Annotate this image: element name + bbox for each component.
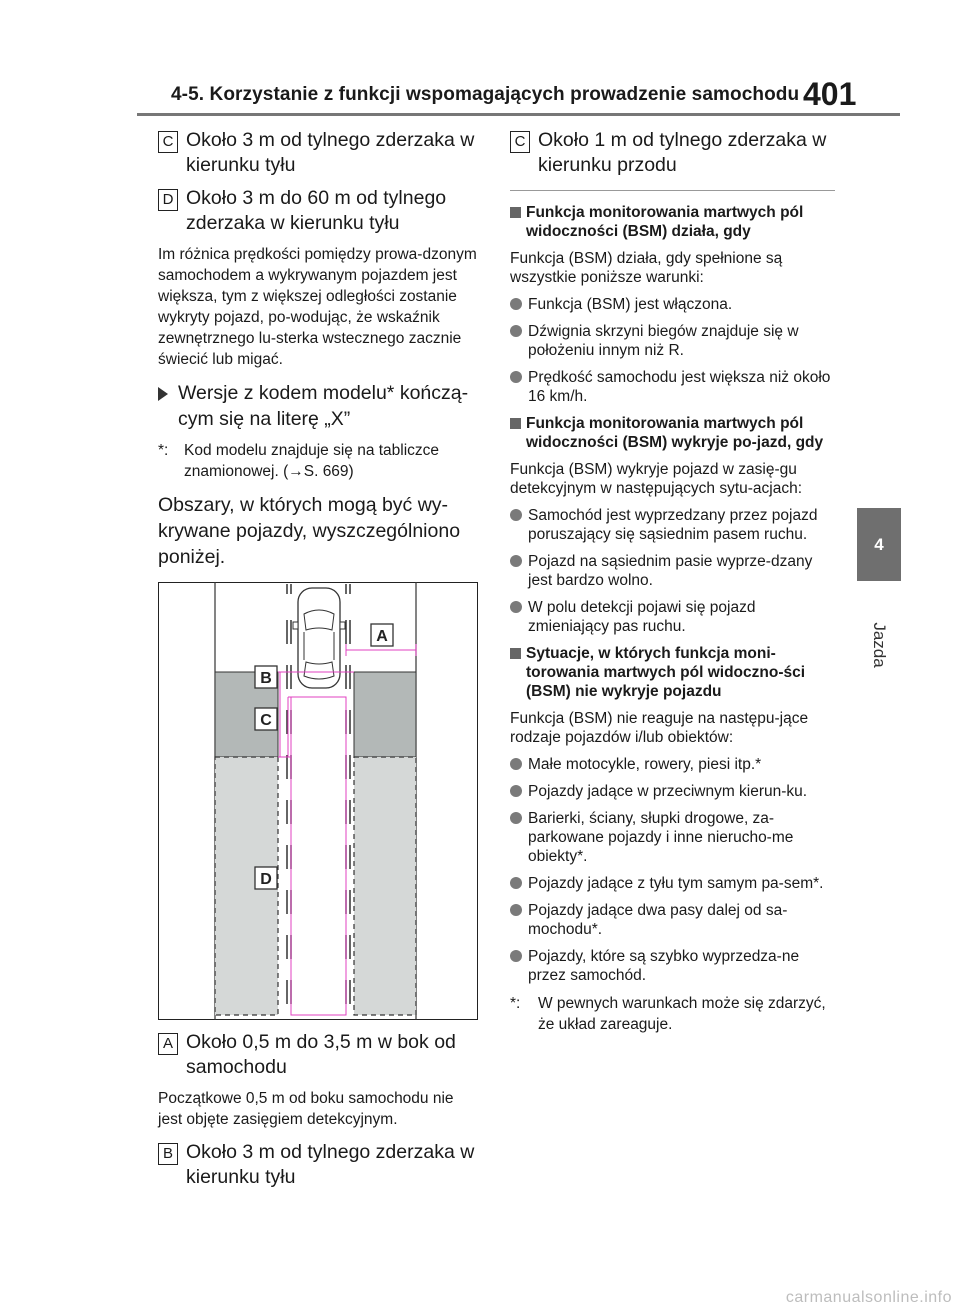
bullet-dot-icon	[510, 298, 522, 310]
bullet-text: Samochód jest wyprzedzany przez pojazd poruszający się sąsiednim pasem ruchu.	[528, 507, 818, 543]
bullet-item	[510, 598, 835, 636]
square-bullet-icon	[510, 648, 521, 659]
speed-difference-paragraph: Im różnica prędkości pomiędzy prowa-dzonym samochodem a wykrywanym pojazdem jest większa, tym z większej odległości zostanie wykryty pojazd, po-wodując, że wskaźnik zewnętrznego lu-sterka wstecznego zacznie świecić lub migać.	[158, 246, 477, 368]
section-bsm-detects	[510, 414, 835, 452]
bsm-diagram	[158, 582, 478, 1020]
section-bsm-active-text: Funkcja (BSM) działa, gdy spełnione są wszystkie poniższe warunki:	[510, 250, 783, 286]
bullet-dot-icon	[510, 601, 522, 613]
zone-d-right	[354, 757, 416, 1015]
entry-a	[158, 1030, 478, 1080]
bullet-text: Dźwignia skrzyni biegów znajduje się w położeniu innym niż R.	[528, 323, 799, 359]
footnote-mark: *:	[510, 995, 521, 1012]
entry-a-text: Około 0,5 m do 3,5 m w bok od samochodu	[186, 1031, 456, 1078]
label-a	[371, 624, 393, 646]
model-code-footnote	[158, 440, 478, 482]
label-c-text: C	[260, 712, 272, 729]
section-bsm-not-detect-title: Sytuacje, w których funkcja moni-torowania martwych pól widoczno-ści (BSM) nie wykryje pojazdu	[526, 645, 806, 700]
detection-areas-intro: Obszary, w których mogą być wy-krywane pojazdy, wyszczególniono poniżej.	[158, 494, 461, 568]
square-bullet-icon	[510, 418, 521, 429]
bullet-item	[510, 755, 835, 774]
bullet-dot-icon	[510, 904, 522, 916]
bullet-item	[510, 552, 835, 590]
badge-b: B	[158, 1143, 178, 1165]
entry-b-text: Około 3 m od tylnego zderzaka w kierunku tyłu	[186, 1141, 475, 1188]
page-header-title: 4-5. Korzystanie z funkcji wspomagających prowadzenie samochodu	[171, 84, 800, 105]
variant-heading	[158, 380, 478, 432]
bullet-text: Pojazdy jadące dwa pasy dalej od sa-mochodu*.	[528, 902, 788, 938]
bullet-dot-icon	[510, 371, 522, 383]
detection-area-figure	[158, 582, 478, 1020]
variant-heading-text: Wersje z kodem modelu* kończą-cym się na literę „X”	[178, 382, 469, 430]
bullet-text: Małe motocykle, rowery, piesi itp.*	[528, 756, 762, 773]
bullet-text: Pojazdy jadące z tyłu tym samym pa-sem*.	[528, 875, 824, 892]
bullet-dot-icon	[510, 325, 522, 337]
bullet-dot-icon	[510, 785, 522, 797]
label-d	[255, 867, 277, 889]
bullet-text: Pojazdy jadące w przeciwnym kierun-ku.	[528, 783, 808, 800]
bullet-dot-icon	[510, 758, 522, 770]
entry-b	[158, 1140, 478, 1190]
bullet-dot-icon	[510, 877, 522, 889]
car-top-view	[293, 588, 345, 688]
footnote-mark: *:	[158, 442, 169, 459]
right-footnote	[510, 993, 835, 1035]
badge-c-right: C	[510, 131, 530, 153]
bullet-item	[510, 322, 835, 360]
bullet-item	[510, 295, 835, 314]
bullet-item	[510, 782, 835, 801]
arrow-icon	[158, 387, 168, 401]
label-b	[255, 666, 277, 688]
bullet-item	[510, 901, 835, 939]
entry-d-text: Około 3 m do 60 m od tylnego zderzaka w kierunku tyłu	[186, 187, 447, 234]
badge-c: C	[158, 131, 178, 153]
label-d-text: D	[260, 871, 272, 888]
section-bsm-not-detect	[510, 644, 835, 701]
label-b-text: B	[260, 670, 272, 687]
side-gap-paragraph: Początkowe 0,5 m od boku samochodu nie jest objęte zasięgiem detekcyjnym.	[158, 1090, 454, 1128]
bullet-item	[510, 368, 835, 406]
chapter-tab-label	[868, 615, 890, 675]
header-rule	[137, 113, 900, 116]
right-column	[510, 128, 835, 1035]
bullet-dot-icon	[510, 950, 522, 962]
bullet-dot-icon	[510, 812, 522, 824]
bullet-text: Pojazdy, które są szybko wyprzedza-ne przez samochód.	[528, 948, 800, 984]
bullet-text: Funkcja (BSM) jest włączona.	[528, 296, 733, 313]
bullet-item	[510, 506, 835, 544]
bullet-dot-icon	[510, 509, 522, 521]
zone-b-right	[354, 672, 416, 757]
section-bsm-detects-title: Funkcja monitorowania martwych pól widoczności (BSM) wykryje po-jazd, gdy	[526, 415, 824, 451]
section-bsm-not-detect-text: Funkcja (BSM) nie reaguje na następu-jące rodzaje pojazdów i/lub obiektów:	[510, 710, 809, 746]
entry-c	[158, 128, 478, 178]
watermark: carmanualsonline.info	[785, 1289, 952, 1306]
section-bsm-active-title: Funkcja monitorowania martwych pól widoczności (BSM) działa, gdy	[526, 204, 804, 240]
section-bsm-active	[510, 203, 835, 241]
entry-c-right-text: Około 1 m od tylnego zderzaka w kierunku przodu	[538, 129, 827, 176]
entry-c-text: Około 3 m od tylnego zderzaka w kierunku tyłu	[186, 129, 475, 176]
bullet-text: Prędkość samochodu jest większa niż około 16 km/h.	[528, 369, 831, 405]
section-bsm-detects-text: Funkcja (BSM) wykryje pojazd w zasię-gu detekcyjnym w następujących sytu-acjach:	[510, 461, 803, 497]
page-number: 401	[803, 76, 857, 112]
footnote-text: Kod modelu znajduje się na tabliczce znamionowej. (→S. 669)	[184, 442, 440, 480]
bullet-text: W polu detekcji pojawi się pojazd zmieniający pas ruchu.	[528, 599, 756, 635]
left-column	[158, 128, 478, 1198]
entry-c-right	[510, 128, 835, 178]
chapter-tab[interactable]: 4	[857, 508, 901, 581]
bullet-dot-icon	[510, 555, 522, 567]
square-bullet-icon	[510, 207, 521, 218]
bullet-text: Barierki, ściany, słupki drogowe, za-parkowane pojazdy i inne nierucho-me obiekty*.	[528, 810, 794, 865]
entry-d	[158, 186, 478, 236]
label-c	[255, 708, 277, 730]
bullet-item	[510, 947, 835, 985]
section-rule	[510, 190, 835, 191]
badge-a: A	[158, 1033, 178, 1055]
bullet-text: Pojazd na sąsiednim pasie wyprze-dzany jest bardzo wolno.	[528, 553, 813, 589]
bullet-item	[510, 874, 835, 893]
bullet-item	[510, 809, 835, 866]
chapter-label-text: Jazda	[870, 622, 889, 668]
label-a-text: A	[376, 628, 388, 645]
footnote-text: W pewnych warunkach może się zdarzyć, że układ zareaguje.	[538, 995, 826, 1033]
badge-d: D	[158, 189, 178, 211]
